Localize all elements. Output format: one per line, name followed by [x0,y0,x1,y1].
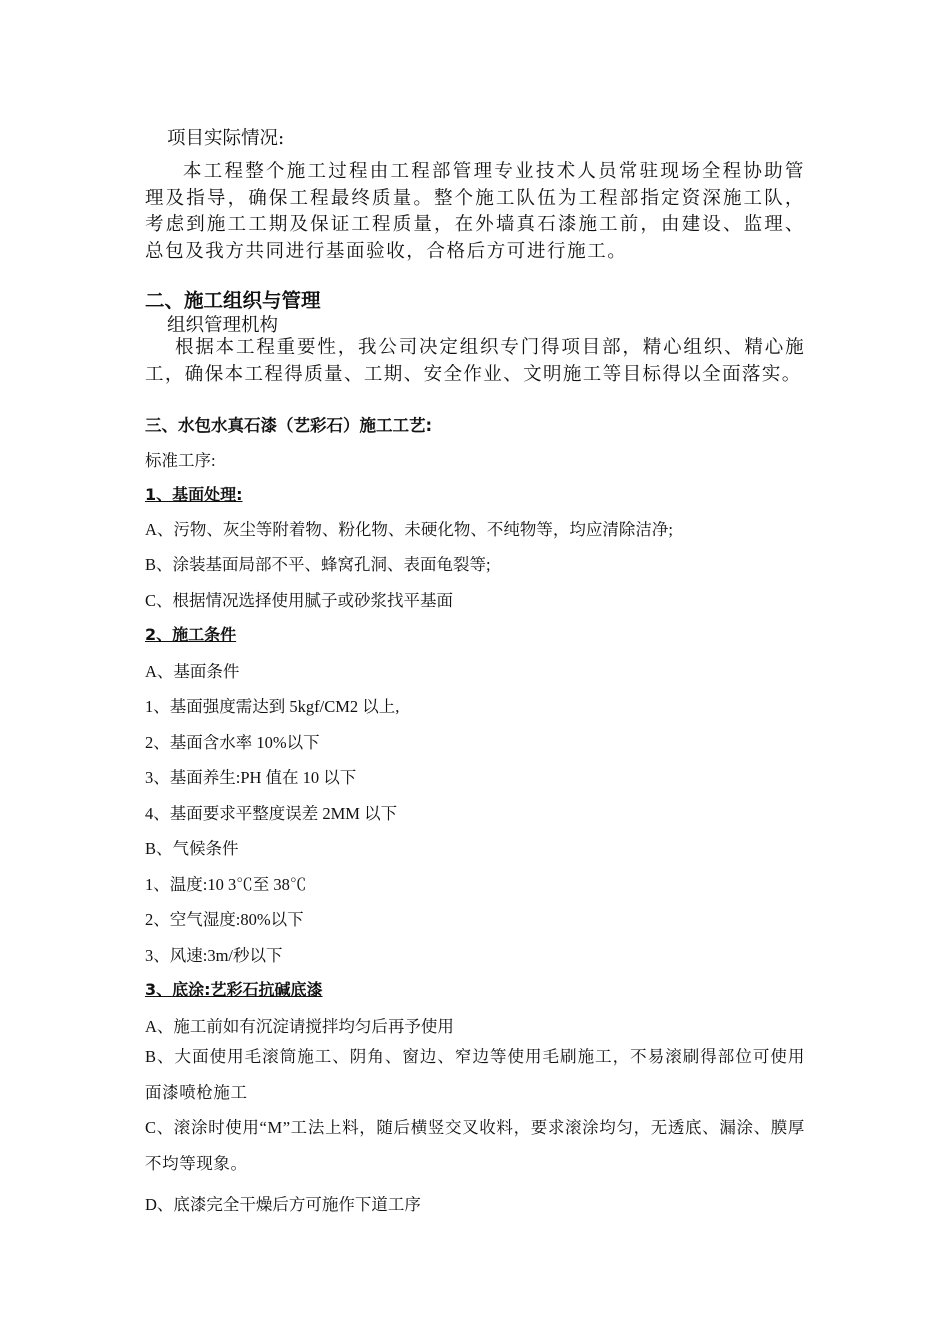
standard-label: 标准工序: [145,451,216,470]
step1-item-c: C、根据情况选择使用腻子或砂浆找平基面 [145,591,454,610]
step3-item-a: A、施工前如有沉淀请搅拌均匀后再予使用 [145,1017,454,1036]
step2-b-item-2: 2、空气湿度:80%以下 [145,910,304,929]
step1-item-a: A、污物、灰尘等附着物、粉化物、未硬化物、不纯物等，均应清除洁净; [145,520,673,539]
section2-title: 二、施工组织与管理 [145,289,321,312]
step2-b-title: B、气候条件 [145,839,239,858]
section3-title: 三、水包水真石漆（艺彩石）施工工艺: [145,416,433,435]
step2-a-item-3: 3、基面养生:PH 值在 10 以下 [145,768,357,787]
intro-heading: 项目实际情况: [167,128,285,149]
step2-b-item-1: 1、温度:10 3℃至 38℃ [145,875,307,894]
intro-paragraph: 本工程整个施工过程由工程部管理专业技术人员常驻现场全程协助管理及指导，确保工程最终质量。整个施工队伍为工程部指定资深施工队，考虑到施工工期及保证工程质量，在外墙真石漆施工前，由建设、监理、总包及我方共同进行基面验收，合格后方可进行施工。 [145,161,805,262]
step2-title: 2、施工条件 [145,625,237,644]
step2-a-title: A、基面条件 [145,662,240,681]
step1-title: 1、基面处理: [145,485,243,504]
step3-item-b: B、大面使用毛滚筒施工、阴角、窗边、窄边等使用毛刷施工，不易滚刷得部位可使用面漆喷枪施工 [145,1047,805,1102]
step3-item-d: D、底漆完全干燥后方可施作下道工序 [145,1195,421,1214]
step3-title: 3、底涂:艺彩石抗碱底漆 [145,980,323,999]
step2-a-item-1: 1、基面强度需达到 5kgf/CM2 以上, [145,697,400,716]
step2-a-item-2: 2、基面含水率 10%以下 [145,733,320,752]
section2-paragraph: 根据本工程重要性，我公司决定组织专门得项目部，精心组织、精心施工，确保本工程得质量、工期、安全作业、文明施工等目标得以全面落实。 [145,337,805,385]
section2-subtitle: 组织管理机构 [167,315,279,336]
step1-item-b: B、涂装基面局部不平、蜂窝孔洞、表面龟裂等; [145,555,491,574]
step2-a-item-4: 4、基面要求平整度误差 2MM 以下 [145,804,398,823]
step2-b-item-3: 3、风速:3m/秒以下 [145,946,283,965]
step3-item-c: C、滚涂时使用“M”工法上料，随后横竖交叉收料，要求滚涂均匀，无透底、漏涂、膜厚不均等现象。 [145,1118,805,1173]
